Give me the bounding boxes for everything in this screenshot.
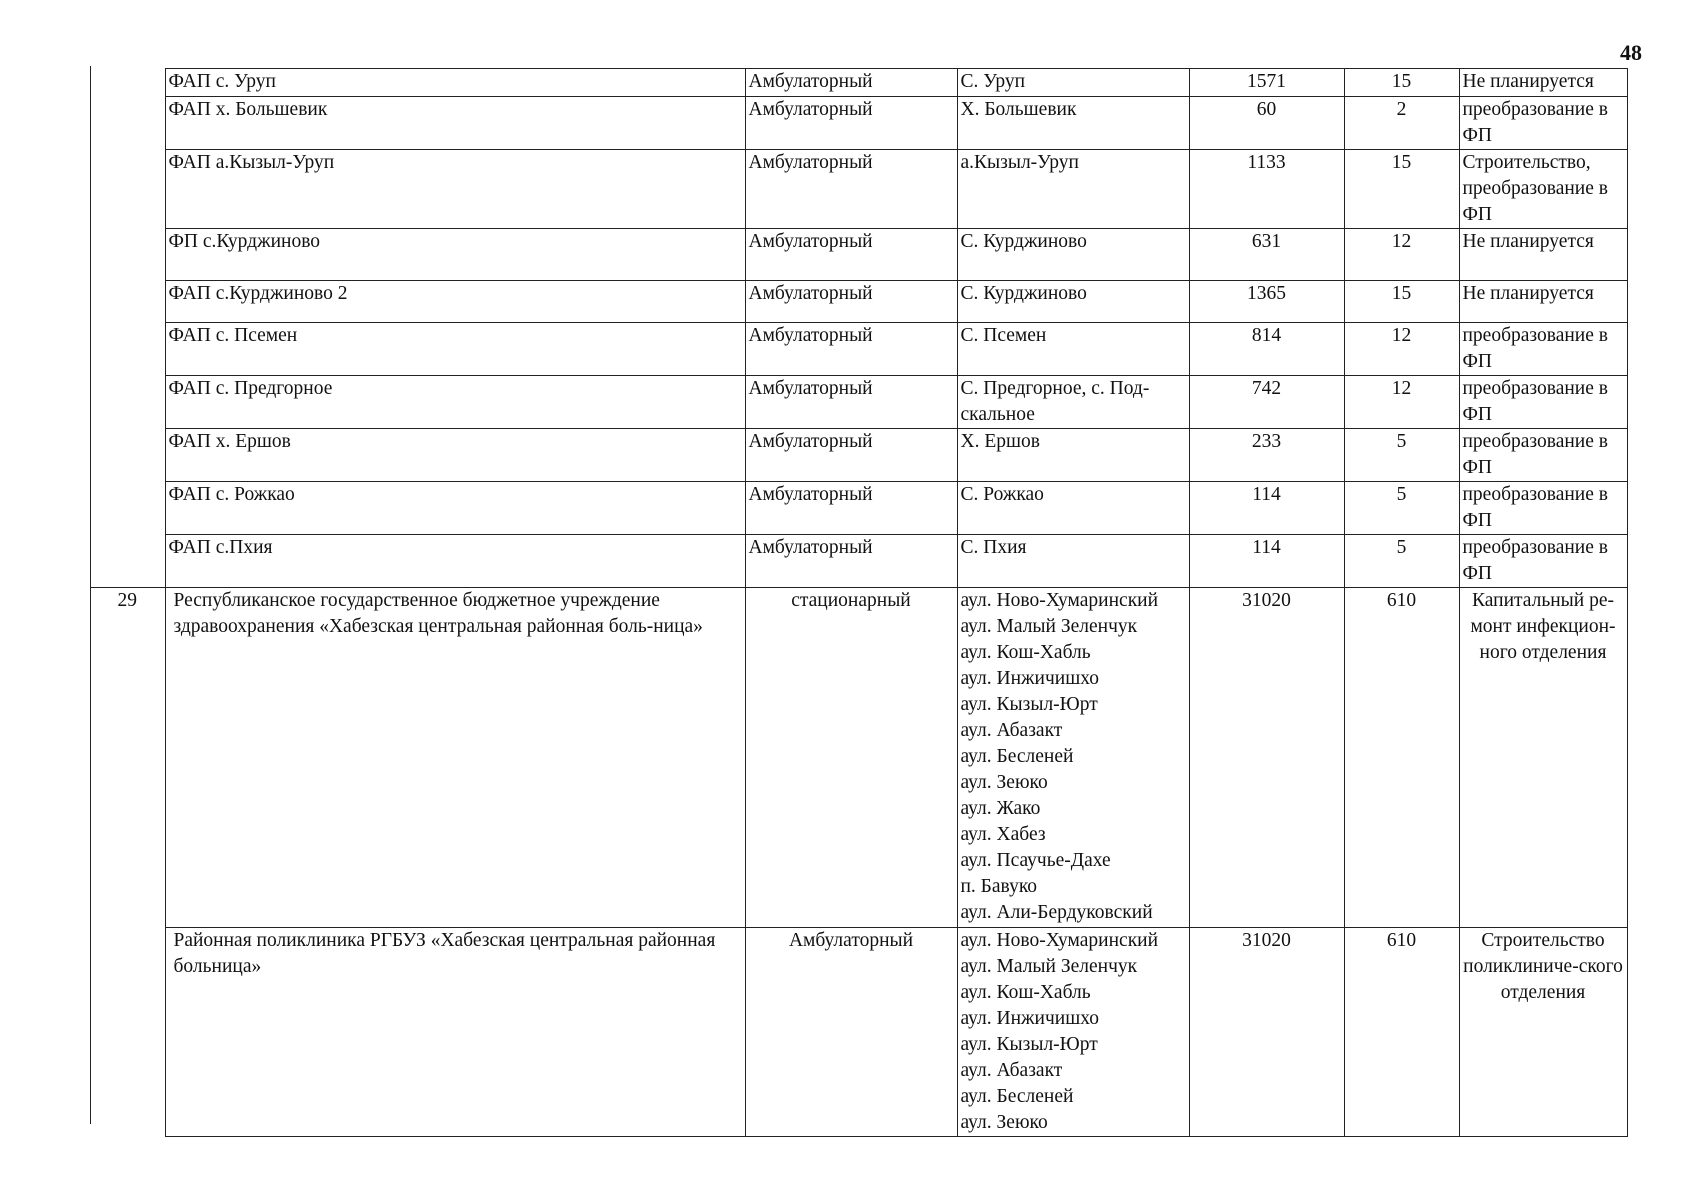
locality-item: аул. Али-Бердуковский	[960, 902, 1153, 923]
population: 31020	[1189, 588, 1344, 928]
locality-item: аул. Инжичишхо	[960, 1008, 1099, 1029]
fap-rows	[90, 69, 1627, 588]
population: 31020	[1189, 928, 1344, 1137]
locality: С. Псемен	[957, 323, 1189, 376]
locality: С. Предгорное, с. Под-скальное	[957, 376, 1189, 429]
plan: Строительство, преобразование в ФП	[1459, 150, 1627, 229]
row-number-empty	[90, 376, 165, 429]
row-number-empty	[90, 69, 165, 97]
capacity: 5	[1344, 429, 1459, 482]
population: 1571	[1189, 69, 1344, 97]
locality-item: аул. Зеюко	[960, 772, 1048, 793]
locality-list	[957, 588, 1189, 928]
facility-name: ФАП с.Курджиново 2	[165, 281, 745, 323]
locality: С. Пхия	[957, 535, 1189, 588]
locality-item: аул. Хабез	[960, 824, 1046, 845]
plan: преобразование в ФП	[1459, 323, 1627, 376]
facility-name: ФАП с.Пхия	[165, 535, 745, 588]
locality-item: аул. Ново-Хумаринский	[960, 590, 1159, 611]
locality-item: п. Бавуко	[960, 876, 1038, 897]
row-number-empty	[90, 535, 165, 588]
facility-type: Амбулаторный	[745, 535, 957, 588]
table-row-polyclinic	[90, 928, 1627, 1137]
population: 631	[1189, 229, 1344, 281]
locality-item: аул. Абазакт	[960, 720, 1063, 741]
capacity: 15	[1344, 69, 1459, 97]
locality-item: аул. Зеюко	[960, 1112, 1048, 1133]
facility-type: Амбулаторный	[745, 281, 957, 323]
plan: Капитальный ре-монт инфекцион-ного отделения	[1459, 588, 1627, 928]
page-number: 48	[1620, 40, 1642, 65]
facility-type: стационарный	[745, 588, 957, 928]
facility-name: ФАП х. Большевик	[165, 97, 745, 150]
plan: Не планируется	[1459, 229, 1627, 281]
facility-type: Амбулаторный	[745, 376, 957, 429]
locality: С. Рожкао	[957, 482, 1189, 535]
facility-type: Амбулаторный	[745, 150, 957, 229]
facility-type: Амбулаторный	[745, 97, 957, 150]
locality: С. Курджиново	[957, 229, 1189, 281]
locality-item: аул. Кош-Хабль	[960, 982, 1091, 1003]
capacity: 610	[1344, 928, 1459, 1137]
locality: Х. Ершов	[957, 429, 1189, 482]
locality-item: аул. Абазакт	[960, 1060, 1063, 1081]
facility-name: ФАП х. Ершов	[165, 429, 745, 482]
capacity: 15	[1344, 150, 1459, 229]
locality: Х. Большевик	[957, 97, 1189, 150]
table-row	[90, 97, 1627, 150]
locality-item: аул. Малый Зеленчук	[960, 956, 1138, 977]
facilities-table	[90, 68, 1628, 1137]
locality-item: аул. Бесленей	[960, 1086, 1074, 1107]
row-number-empty	[90, 281, 165, 323]
locality: а.Кызыл-Уруп	[957, 150, 1189, 229]
facility-type: Амбулаторный	[745, 482, 957, 535]
locality-item: аул. Ново-Хумаринский	[960, 930, 1159, 951]
capacity: 2	[1344, 97, 1459, 150]
row-number-empty	[90, 482, 165, 535]
locality-item: аул. Бесленей	[960, 746, 1074, 767]
population: 1365	[1189, 281, 1344, 323]
locality-item: аул. Малый Зеленчук	[960, 616, 1138, 637]
locality-item: аул. Псаучье-Дахе	[960, 850, 1111, 871]
plan: преобразование в ФП	[1459, 535, 1627, 588]
facility-type: Амбулаторный	[745, 229, 957, 281]
capacity: 12	[1344, 229, 1459, 281]
population: 742	[1189, 376, 1344, 429]
row-number-empty	[90, 97, 165, 150]
locality-item: аул. Кызыл-Юрт	[960, 1034, 1098, 1055]
facility-name: Районная поликлиника РГБУЗ «Хабезская центральная районная больница»	[165, 928, 745, 1137]
table-row	[90, 376, 1627, 429]
locality: С. Уруп	[957, 69, 1189, 97]
row-number-empty	[90, 150, 165, 229]
population: 1133	[1189, 150, 1344, 229]
facility-name: ФАП а.Кызыл-Уруп	[165, 150, 745, 229]
row-number-empty	[90, 229, 165, 281]
population: 60	[1189, 97, 1344, 150]
facility-type: Амбулаторный	[745, 928, 957, 1137]
table-row	[90, 429, 1627, 482]
table-row	[90, 150, 1627, 229]
locality-list	[957, 928, 1189, 1137]
capacity: 5	[1344, 482, 1459, 535]
population: 814	[1189, 323, 1344, 376]
facility-name: ФАП с. Уруп	[165, 69, 745, 97]
facility-name: ФАП с. Псемен	[165, 323, 745, 376]
locality: С. Курджиново	[957, 281, 1189, 323]
facility-name: ФАП с. Рожкао	[165, 482, 745, 535]
locality-item: аул. Кызыл-Юрт	[960, 694, 1098, 715]
facility-name: ФП с.Курджиново	[165, 229, 745, 281]
plan: преобразование в ФП	[1459, 97, 1627, 150]
capacity: 15	[1344, 281, 1459, 323]
row-number-empty	[90, 928, 165, 1137]
plan: Строительство поликлиниче-ского отделения	[1459, 928, 1627, 1137]
capacity: 12	[1344, 323, 1459, 376]
table-row	[90, 281, 1627, 323]
table-row-29	[90, 588, 1627, 928]
facility-name: Республиканское государственное бюджетное учреждение здравоохранения «Хабезская центральная районная боль-ница»	[165, 588, 745, 928]
table-row	[90, 229, 1627, 281]
capacity: 5	[1344, 535, 1459, 588]
locality-item: аул. Жако	[960, 798, 1041, 819]
population: 114	[1189, 535, 1344, 588]
table-row	[90, 482, 1627, 535]
row-number: 29	[90, 588, 165, 928]
capacity: 610	[1344, 588, 1459, 928]
table-row	[90, 323, 1627, 376]
facility-name: ФАП с. Предгорное	[165, 376, 745, 429]
capacity: 12	[1344, 376, 1459, 429]
locality-item: аул. Кош-Хабль	[960, 642, 1091, 663]
plan: Не планируется	[1459, 281, 1627, 323]
facility-type: Амбулаторный	[745, 323, 957, 376]
plan: преобразование в ФП	[1459, 429, 1627, 482]
table-row	[90, 69, 1627, 97]
locality-item: аул. Инжичишхо	[960, 668, 1099, 689]
facility-type: Амбулаторный	[745, 69, 957, 97]
population: 233	[1189, 429, 1344, 482]
row-number-empty	[90, 323, 165, 376]
plan: преобразование в ФП	[1459, 376, 1627, 429]
plan: Не планируется	[1459, 69, 1627, 97]
plan: преобразование в ФП	[1459, 482, 1627, 535]
row-number-empty	[90, 429, 165, 482]
facility-type: Амбулаторный	[745, 429, 957, 482]
table-row	[90, 535, 1627, 588]
population: 114	[1189, 482, 1344, 535]
